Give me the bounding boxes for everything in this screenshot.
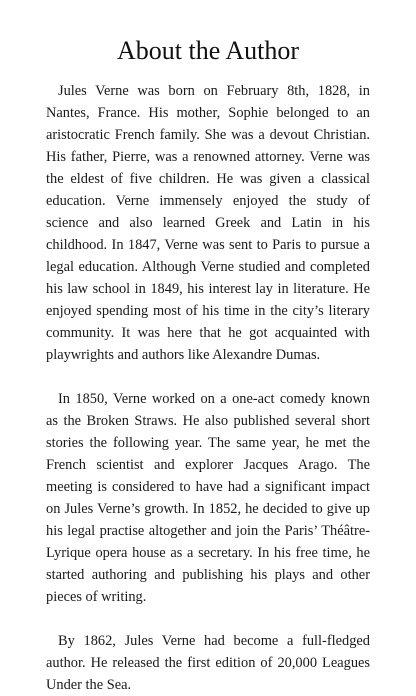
page-title: About the Author [117, 36, 299, 65]
paragraph-career-start: In 1850, Verne worked on a one-act comedy known as the Broken Straws. He also published several short stories the following year. The same year, he met the French scientist and explorer Jacques Arago. The meeting is considered to have had a significant impact on Jules Verne’s growth. In 1852, he decided to give up his legal practise altogether and join the Paris’ Théâtre-Lyrique opera house as a secretary. In his free time, he started authoring and publishing his plays and other pieces of writing. [46, 391, 370, 605]
paragraph-early-life: Jules Verne was born on February 8th, 1828, in Nantes, France. His mother, Sophie belonged to an aristocratic French family. She was a devout Christian. His father, Pierre, was a renowned attorney. Verne was the eldest of five children. He was given a classical education. Verne immensely enjoyed the study of science and also learned Greek and Latin in his childhood. In 1847, Verne was sent to Paris to pursue a legal education. Although Verne studied and completed his law school in 1849, his interest lay in literature. He enjoyed spending most of his time in the city’s literary community. It was here that he got acquainted with playwrights and authors like Alexandre Dumas. [46, 83, 370, 363]
paragraph-full-fledged-author: By 1862, Jules Verne had become a full-fledged author. He released the first edition of 20,000 Leagues Under the Sea. [46, 633, 370, 693]
